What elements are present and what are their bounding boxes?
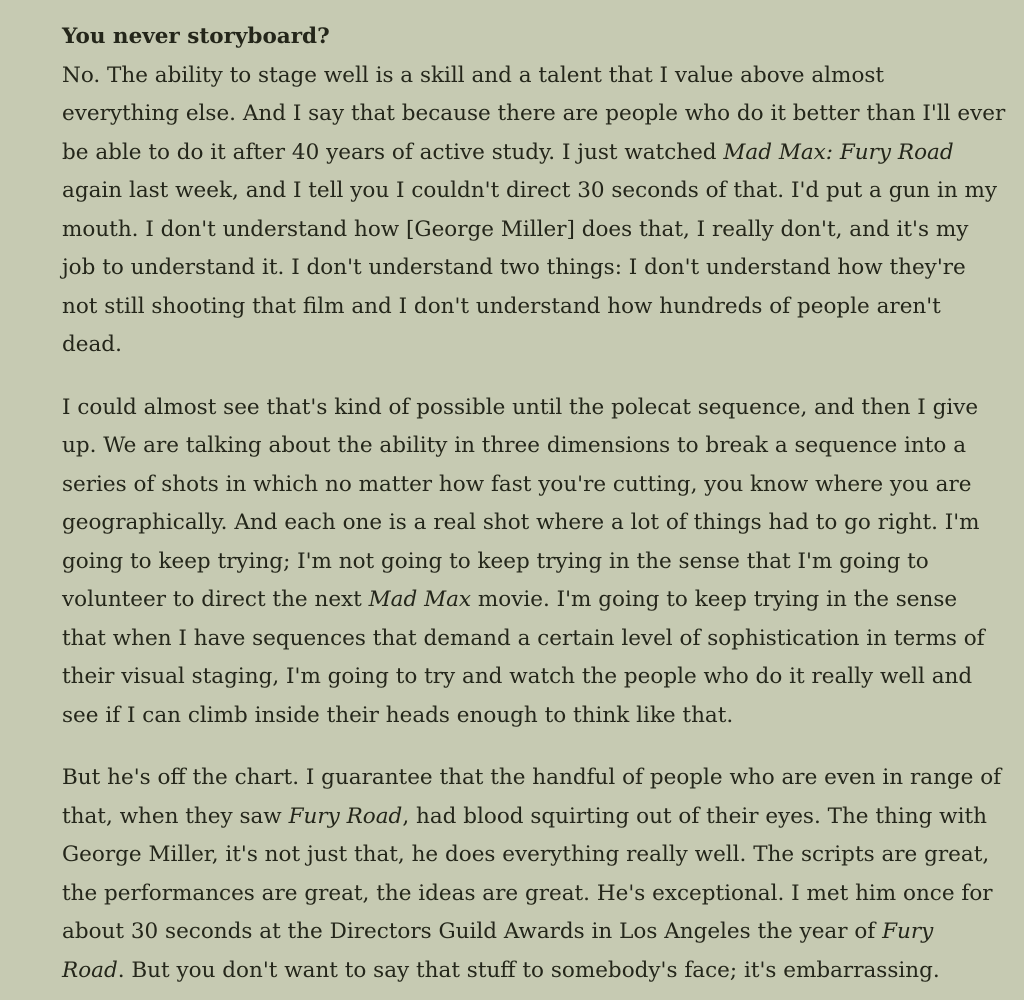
text-line xyxy=(62,658,988,697)
text-line xyxy=(62,798,988,837)
paragraph xyxy=(62,759,1002,990)
text-segment: their visual staging, I'm going to try and watch the people who do it really well and xyxy=(62,664,973,689)
text-segment: . But you don't want to say that stuff to somebody's face; it's embarrassing. xyxy=(117,957,940,983)
text-segment: about 30 seconds at the Directors Guild Awards in Los Angeles the year of xyxy=(62,919,883,944)
text-segment: mouth. I don't understand how [George Miller] does that, I really don't, and it's my xyxy=(62,216,969,242)
text-line xyxy=(62,504,988,543)
text-segment: movie. I'm going to keep trying in the sense xyxy=(471,587,958,612)
article-heading: You never storyboard? xyxy=(62,24,330,49)
text-segment: geographically. And each one is a real shot where a lot of things had to go right. I'm xyxy=(62,510,980,535)
text-line xyxy=(62,389,988,428)
text-segment: see if I can climb inside their heads enough to think like that. xyxy=(62,702,734,728)
text-segment: series of shots in which no matter how fast you're cutting, you know where you are xyxy=(62,471,972,497)
text-segment: , had blood squirting out of their eyes. The thing with xyxy=(402,803,987,829)
text-segment: not still shooting that film and I don't understand how hundreds of people aren't xyxy=(62,293,941,319)
article-body xyxy=(62,57,1006,991)
text-line xyxy=(62,134,988,173)
text-line xyxy=(62,427,988,466)
text-line xyxy=(62,288,988,327)
text-line xyxy=(62,543,988,582)
text-line xyxy=(62,620,988,659)
text-line xyxy=(62,211,988,250)
paragraph xyxy=(62,389,988,736)
text-segment: George Miller, it's not just that, he does everything really well. The scripts are great, xyxy=(62,842,990,867)
text-line xyxy=(62,172,998,211)
text-line xyxy=(62,249,988,288)
text-segment: be able to do it after 40 years of active study. I just watched xyxy=(62,139,724,165)
text-segment: the performances are great, the ideas are great. He's exceptional. I met him once for xyxy=(62,880,993,906)
text-line xyxy=(62,952,988,991)
text-line xyxy=(62,95,1006,134)
movie-title-italic: Road xyxy=(62,957,118,983)
text-line xyxy=(62,913,988,952)
text-line xyxy=(62,466,988,505)
text-segment: volunteer to direct the next xyxy=(62,587,369,612)
text-segment: up. We are talking about the ability in three dimensions to break a sequence into a xyxy=(62,433,967,458)
text-line xyxy=(62,697,988,736)
text-line xyxy=(62,326,988,365)
text-segment: everything else. And I say that because there are people who do it better than I'll ever xyxy=(62,101,1006,126)
text-line xyxy=(62,875,993,914)
movie-title-italic: Mad Max: Fury Road xyxy=(723,139,954,165)
paragraph xyxy=(62,57,1006,365)
text-segment: job to understand it. I don't understand two things: I don't understand how they're xyxy=(62,255,966,280)
movie-title-italic: Mad Max xyxy=(368,587,472,612)
text-segment: dead. xyxy=(62,332,122,357)
text-segment: No. The ability to stage well is a skill and a talent that I value above almost xyxy=(62,62,885,88)
text-segment: I could almost see that's kind of possible until the polecat sequence, and then I give xyxy=(62,394,979,420)
text-segment: But he's off the chart. I guarantee that the handful of people who are even in range of xyxy=(62,765,1002,790)
text-line xyxy=(62,836,988,875)
movie-title-italic: Fury xyxy=(882,919,934,944)
text-segment: that, when they saw xyxy=(62,803,289,829)
movie-title-italic: Fury Road xyxy=(288,803,403,829)
text-segment: again last week, and I tell you I couldn't direct 30 seconds of that. I'd put a gun in my xyxy=(62,178,998,203)
text-line xyxy=(62,759,1002,798)
text-segment: that when I have sequences that demand a certain level of sophistication in terms of xyxy=(62,625,985,651)
text-line xyxy=(62,581,988,620)
text-segment: going to keep trying; I'm not going to keep trying in the sense that I'm going to xyxy=(62,548,929,574)
text-line xyxy=(62,57,988,96)
